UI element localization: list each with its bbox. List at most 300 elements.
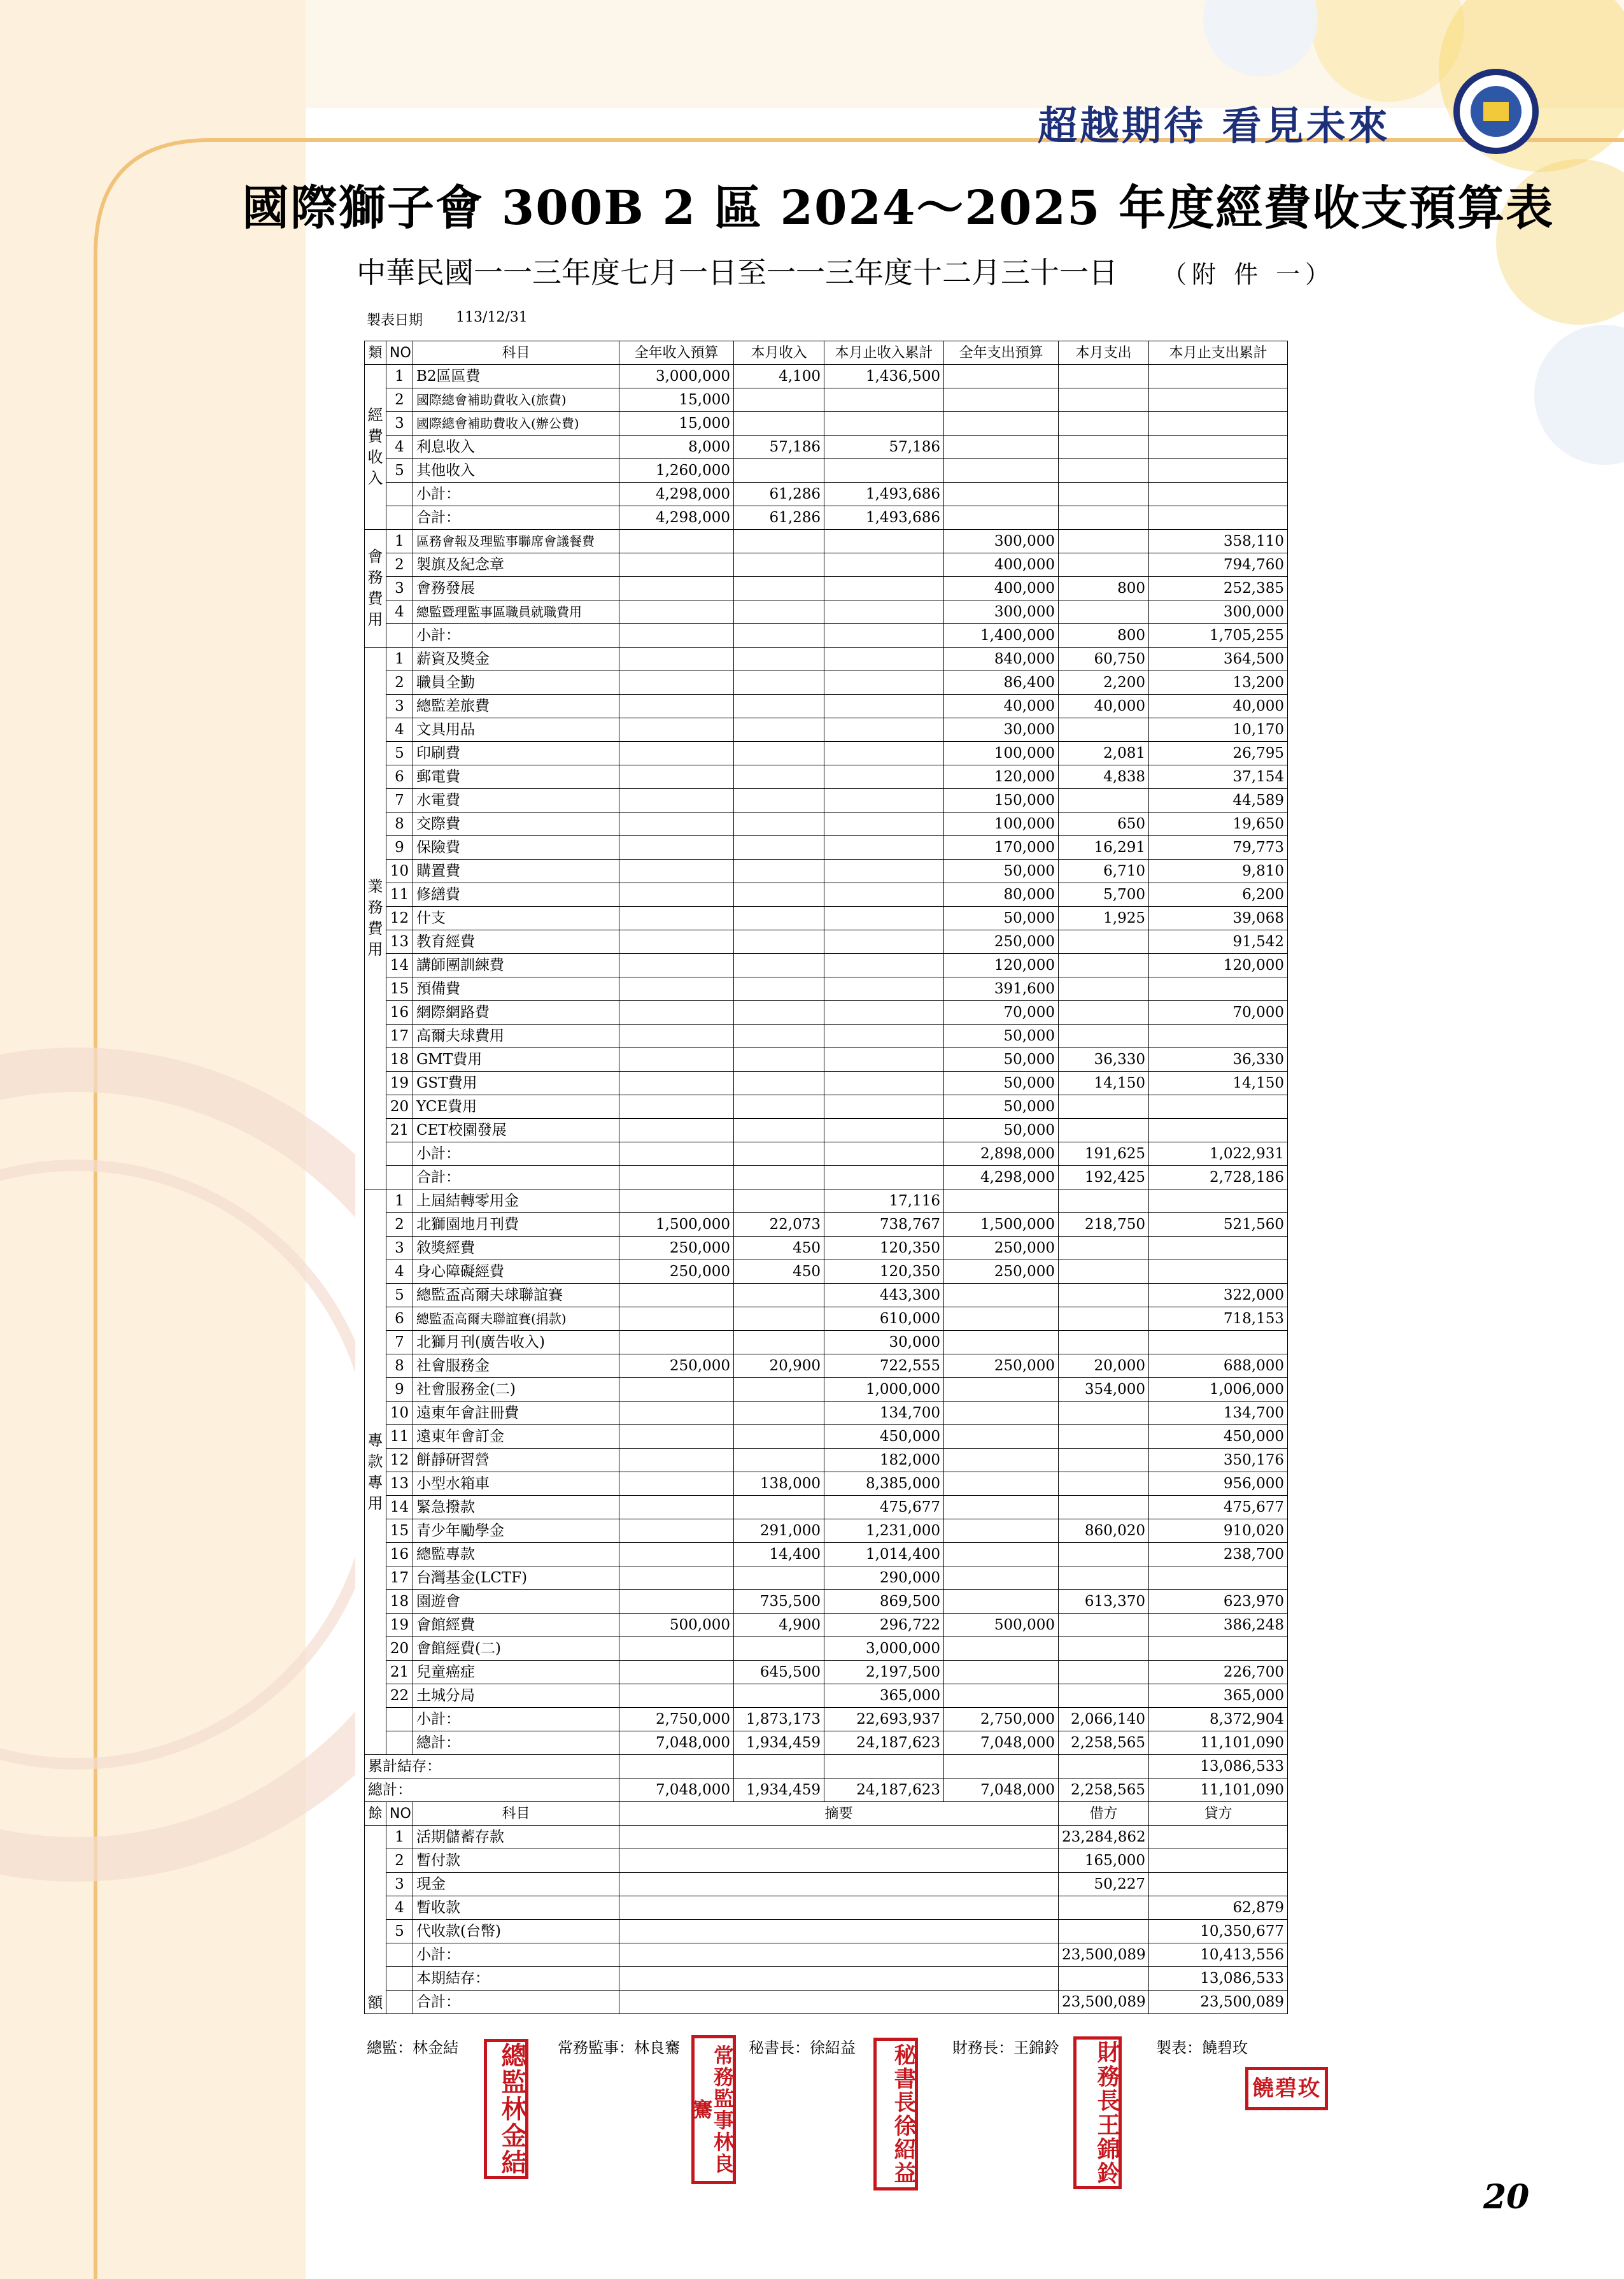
column-header: 借方 — [1059, 1802, 1149, 1826]
row-value — [734, 718, 824, 742]
row-value: 800 — [1059, 577, 1149, 600]
row-value — [734, 1001, 824, 1025]
table-row — [365, 742, 1288, 765]
row-value — [944, 1331, 1059, 1354]
row-value — [619, 1472, 734, 1496]
row-number: 20 — [386, 1095, 413, 1119]
summary-value — [619, 1755, 734, 1778]
row-value — [734, 860, 824, 883]
row-value — [824, 1048, 944, 1072]
row-value — [619, 1402, 734, 1425]
row-value: 869,500 — [824, 1590, 944, 1614]
column-header: NO — [386, 341, 413, 365]
row-value — [944, 1566, 1059, 1590]
row-value: 365,000 — [1149, 1684, 1288, 1708]
row-subject: 合計： — [413, 1991, 619, 2014]
row-value: 22,693,937 — [824, 1708, 944, 1731]
table-row — [365, 1472, 1288, 1496]
row-value: 4,900 — [734, 1614, 824, 1637]
table-row — [365, 1307, 1288, 1331]
table-row — [365, 1166, 1288, 1189]
row-value — [1149, 506, 1288, 530]
row-subject: 遠東年會訂金 — [413, 1425, 619, 1449]
table-row — [365, 506, 1288, 530]
row-value: 4,100 — [734, 365, 824, 388]
signature-text: 常務監事：林良騫 — [558, 2039, 680, 2057]
row-value — [619, 789, 734, 813]
row-number: 3 — [386, 577, 413, 600]
row-value — [1149, 1095, 1288, 1119]
row-value: 91,542 — [1149, 930, 1288, 954]
row-value: 1,934,459 — [734, 1731, 824, 1755]
table-row — [365, 530, 1288, 553]
row-value — [944, 1189, 1059, 1213]
row-number: 4 — [386, 718, 413, 742]
row-number: 4 — [386, 436, 413, 459]
row-number: 14 — [386, 1496, 413, 1519]
row-subject: 社會服務金 — [413, 1354, 619, 1378]
summary-value — [734, 1755, 824, 1778]
row-value — [1059, 1472, 1149, 1496]
row-value: 50,000 — [944, 907, 1059, 930]
row-value — [944, 1472, 1059, 1496]
row-value: 15,000 — [619, 412, 734, 436]
row-value: 50,000 — [944, 1048, 1059, 1072]
row-value — [824, 388, 944, 412]
row-value — [619, 742, 734, 765]
row-value: 6,200 — [1149, 883, 1288, 907]
row-value — [944, 1284, 1059, 1307]
row-value — [619, 530, 734, 553]
row-value: 450 — [734, 1237, 824, 1260]
row-subject: 餅靜研習營 — [413, 1449, 619, 1472]
row-value: 250,000 — [944, 1237, 1059, 1260]
row-value — [944, 1637, 1059, 1661]
signature-text: 製表：饒碧玫 — [1156, 2039, 1248, 2057]
row-value: 80,000 — [944, 883, 1059, 907]
row-number — [386, 483, 413, 506]
row-value — [1149, 1637, 1288, 1661]
row-number: 11 — [386, 883, 413, 907]
row-value — [824, 1095, 944, 1119]
subtitle-text: 中華民國一一三年度七月一日至一一三年度十二月三十一日 — [357, 255, 1118, 290]
table-row — [365, 1543, 1288, 1566]
row-value: 44,589 — [1149, 789, 1288, 813]
row-value: 10,170 — [1149, 718, 1288, 742]
row-subject: 國際總會補助費收入(辦公費) — [413, 412, 619, 436]
row-value: 57,186 — [824, 436, 944, 459]
signature-text: 總監：林金結 — [367, 2039, 458, 2057]
row-subject: 遠東年會註冊費 — [413, 1402, 619, 1425]
row-value: 8,385,000 — [824, 1472, 944, 1496]
row-value — [1059, 1307, 1149, 1331]
table-row — [365, 1566, 1288, 1590]
row-value: 688,000 — [1149, 1354, 1288, 1378]
table-row — [365, 1684, 1288, 1708]
row-value: 350,176 — [1149, 1449, 1288, 1472]
row-number: 7 — [386, 789, 413, 813]
row-value: 26,795 — [1149, 742, 1288, 765]
row-value: 290,000 — [824, 1566, 944, 1590]
row-value — [944, 1590, 1059, 1614]
seal-stamp: 常務監事林良騫 — [691, 2035, 736, 2184]
row-value: 37,154 — [1149, 765, 1288, 789]
row-subject: 總監暨理監事區職員就職費用 — [413, 600, 619, 624]
row-value: 50,000 — [944, 1072, 1059, 1095]
row-value — [1149, 1189, 1288, 1213]
row-value: 50,000 — [944, 860, 1059, 883]
row-number: 7 — [386, 1331, 413, 1354]
row-value — [824, 577, 944, 600]
row-value: 450,000 — [824, 1425, 944, 1449]
row-subject: 敘獎經費 — [413, 1237, 619, 1260]
row-value: 1,260,000 — [619, 459, 734, 483]
row-subject: 教育經費 — [413, 930, 619, 954]
row-number: 14 — [386, 954, 413, 977]
budget-table — [364, 341, 1288, 2014]
row-value: 40,000 — [1149, 695, 1288, 718]
table-row — [365, 1590, 1288, 1614]
table-row — [365, 648, 1288, 671]
date-range — [357, 250, 1334, 292]
row-value — [734, 1637, 824, 1661]
table-row — [365, 553, 1288, 577]
row-value — [734, 1331, 824, 1354]
row-value — [619, 1048, 734, 1072]
row-number: 6 — [386, 765, 413, 789]
row-subject: CET校園發展 — [413, 1119, 619, 1142]
row-value — [619, 1284, 734, 1307]
row-number: 9 — [386, 836, 413, 860]
row-value — [619, 1496, 734, 1519]
row-value — [944, 436, 1059, 459]
page-title: 國際獅子會 300B 2 區 2024～2025 年度經費收支預算表 — [242, 181, 1555, 236]
row-value — [734, 930, 824, 954]
row-value: 1,873,173 — [734, 1708, 824, 1731]
row-value — [734, 671, 824, 695]
row-number: 18 — [386, 1590, 413, 1614]
row-value: 1,493,686 — [824, 506, 944, 530]
slogan: 超越期待 看見未來 — [1038, 103, 1390, 149]
row-value: 475,677 — [1149, 1496, 1288, 1519]
row-value — [1149, 1331, 1288, 1354]
row-debit — [1059, 1896, 1149, 1920]
table-row — [365, 600, 1288, 624]
row-number: 1 — [386, 1826, 413, 1849]
signature-text: 秘書長：徐紹益 — [749, 2039, 856, 2057]
row-value — [619, 1001, 734, 1025]
table-row — [365, 813, 1288, 836]
row-number: 13 — [386, 930, 413, 954]
row-subject: 印刷費 — [413, 742, 619, 765]
column-header: NO — [386, 1802, 413, 1826]
row-number: 4 — [386, 1260, 413, 1284]
table-row — [365, 1425, 1288, 1449]
row-number: 3 — [386, 1237, 413, 1260]
row-value — [824, 1072, 944, 1095]
summary-value — [1059, 1755, 1149, 1778]
row-value — [1059, 1543, 1149, 1566]
row-debit: 23,284,862 — [1059, 1826, 1149, 1849]
row-value — [619, 813, 734, 836]
row-value — [824, 553, 944, 577]
row-value — [824, 907, 944, 930]
row-subject: 本期結存： — [413, 1967, 619, 1991]
row-value — [1059, 459, 1149, 483]
row-value: 1,436,500 — [824, 365, 944, 388]
column-header: 本月止支出累計 — [1149, 341, 1288, 365]
row-subject: YCE費用 — [413, 1095, 619, 1119]
row-number: 12 — [386, 907, 413, 930]
row-value — [734, 624, 824, 648]
column-header: 科目 — [413, 1802, 619, 1826]
row-value — [734, 1142, 824, 1166]
row-value — [734, 1307, 824, 1331]
row-number — [386, 1967, 413, 1991]
row-value — [619, 883, 734, 907]
row-value — [1059, 436, 1149, 459]
row-value: 500,000 — [619, 1614, 734, 1637]
row-value: 718,153 — [1149, 1307, 1288, 1331]
row-value — [619, 860, 734, 883]
row-credit — [1149, 1826, 1288, 1849]
table-row — [365, 577, 1288, 600]
row-value: 300,000 — [1149, 600, 1288, 624]
row-number — [386, 1142, 413, 1166]
row-number: 5 — [386, 1284, 413, 1307]
row-subject: 暫收款 — [413, 1896, 619, 1920]
row-value: 138,000 — [734, 1472, 824, 1496]
row-subject: 小型水箱車 — [413, 1472, 619, 1496]
row-summary — [619, 1920, 1059, 1943]
table-row — [365, 883, 1288, 907]
summary-value: 24,187,623 — [824, 1778, 944, 1802]
row-value: 610,000 — [824, 1307, 944, 1331]
table-row — [365, 671, 1288, 695]
row-number — [386, 1166, 413, 1189]
table-row — [365, 1095, 1288, 1119]
column-header: 摘要 — [619, 1802, 1059, 1826]
balance-row — [365, 1920, 1288, 1943]
row-value — [824, 813, 944, 836]
row-value — [944, 388, 1059, 412]
row-subject: 區務會報及理監事聯席會議餐費 — [413, 530, 619, 553]
table-row — [365, 836, 1288, 860]
row-subject: 修繕費 — [413, 883, 619, 907]
row-value — [824, 695, 944, 718]
row-value — [824, 718, 944, 742]
row-value — [1059, 506, 1149, 530]
table-row — [365, 695, 1288, 718]
row-number: 5 — [386, 1920, 413, 1943]
row-value — [824, 836, 944, 860]
column-header: 類 — [365, 341, 386, 365]
row-value — [824, 459, 944, 483]
row-value — [944, 1378, 1059, 1402]
column-header: 餘 — [365, 1802, 386, 1826]
row-value: 2,750,000 — [619, 1708, 734, 1731]
row-value: 840,000 — [944, 648, 1059, 671]
row-value — [619, 553, 734, 577]
row-debit — [1059, 1920, 1149, 1943]
table-row — [365, 365, 1288, 388]
row-number: 1 — [386, 530, 413, 553]
summary-value: 2,258,565 — [1059, 1778, 1149, 1802]
row-value: 24,187,623 — [824, 1731, 944, 1755]
row-value — [619, 836, 734, 860]
row-value — [1059, 1684, 1149, 1708]
row-value — [619, 1025, 734, 1048]
row-value — [1059, 1566, 1149, 1590]
row-subject: 職員全勤 — [413, 671, 619, 695]
row-number: 15 — [386, 1519, 413, 1543]
balance-row — [365, 1967, 1288, 1991]
row-value — [619, 765, 734, 789]
row-number: 1 — [386, 648, 413, 671]
table-row — [365, 1189, 1288, 1213]
row-value: 250,000 — [944, 1260, 1059, 1284]
row-value: 910,020 — [1149, 1519, 1288, 1543]
row-value — [1059, 412, 1149, 436]
row-value — [1149, 365, 1288, 388]
row-number: 2 — [386, 671, 413, 695]
row-value — [734, 1425, 824, 1449]
balance-header — [365, 1802, 1288, 1826]
summary-value — [944, 1755, 1059, 1778]
row-debit — [1059, 1967, 1149, 1991]
row-value: 13,200 — [1149, 671, 1288, 695]
row-subject: GST費用 — [413, 1072, 619, 1095]
row-value: 4,298,000 — [944, 1166, 1059, 1189]
row-value — [824, 765, 944, 789]
row-value: 386,248 — [1149, 1614, 1288, 1637]
row-value: 2,200 — [1059, 671, 1149, 695]
row-value: 7,048,000 — [944, 1731, 1059, 1755]
row-subject: 台灣基金(LCTF) — [413, 1566, 619, 1590]
row-value: 120,000 — [1149, 954, 1288, 977]
row-value — [619, 1307, 734, 1331]
row-value — [1059, 483, 1149, 506]
row-debit: 23,500,089 — [1059, 1991, 1149, 2014]
row-value — [1059, 1025, 1149, 1048]
row-value — [1059, 1661, 1149, 1684]
row-value: 36,330 — [1149, 1048, 1288, 1072]
row-debit: 165,000 — [1059, 1849, 1149, 1873]
row-value — [824, 1166, 944, 1189]
row-value: 738,767 — [824, 1213, 944, 1237]
row-value — [944, 506, 1059, 530]
table-row — [365, 1354, 1288, 1378]
row-value: 14,150 — [1059, 1072, 1149, 1095]
row-value — [1059, 388, 1149, 412]
row-value — [734, 1566, 824, 1590]
row-value — [619, 1072, 734, 1095]
row-value — [619, 1189, 734, 1213]
row-value — [734, 1072, 824, 1095]
row-subject: 總監盃高爾夫聯誼賽(捐款) — [413, 1307, 619, 1331]
row-value: 39,068 — [1149, 907, 1288, 930]
row-value: 613,370 — [1059, 1590, 1149, 1614]
table-row — [365, 459, 1288, 483]
row-value — [824, 671, 944, 695]
row-value: 250,000 — [619, 1237, 734, 1260]
row-value — [1059, 1331, 1149, 1354]
summary-value: 7,048,000 — [944, 1778, 1059, 1802]
row-value: 20,900 — [734, 1354, 824, 1378]
table-row — [365, 436, 1288, 459]
row-value — [944, 1402, 1059, 1425]
row-subject: 園遊會 — [413, 1590, 619, 1614]
row-value: 2,898,000 — [944, 1142, 1059, 1166]
row-number: 2 — [386, 1849, 413, 1873]
row-value — [944, 412, 1059, 436]
table-header — [365, 341, 1288, 365]
row-value — [734, 883, 824, 907]
row-credit: 62,879 — [1149, 1896, 1288, 1920]
table-row — [365, 860, 1288, 883]
summary-row — [365, 1778, 1288, 1802]
row-value — [619, 954, 734, 977]
row-subject: 製旗及紀念章 — [413, 553, 619, 577]
table-row — [365, 1025, 1288, 1048]
row-value — [619, 695, 734, 718]
row-subject: 合計： — [413, 506, 619, 530]
row-value: 50,000 — [944, 1095, 1059, 1119]
row-value — [1059, 1095, 1149, 1119]
row-number: 13 — [386, 1472, 413, 1496]
table-row — [365, 1661, 1288, 1684]
row-value: 722,555 — [824, 1354, 944, 1378]
balance-row — [365, 1826, 1288, 1849]
row-value: 291,000 — [734, 1519, 824, 1543]
row-subject: 現金 — [413, 1873, 619, 1896]
row-value — [1149, 436, 1288, 459]
row-number: 22 — [386, 1684, 413, 1708]
row-subject: 其他收入 — [413, 459, 619, 483]
table-row — [365, 1731, 1288, 1755]
row-summary — [619, 1896, 1059, 1920]
row-value: 70,000 — [944, 1001, 1059, 1025]
row-value — [619, 671, 734, 695]
row-value: 296,722 — [824, 1614, 944, 1637]
row-number: 15 — [386, 977, 413, 1001]
row-subject: 合計： — [413, 1166, 619, 1189]
row-value — [734, 388, 824, 412]
table-row — [365, 483, 1288, 506]
row-value: 61,286 — [734, 483, 824, 506]
row-number: 5 — [386, 742, 413, 765]
row-value: 623,970 — [1149, 1590, 1288, 1614]
table-row — [365, 1496, 1288, 1519]
summary-value: 1,934,459 — [734, 1778, 824, 1802]
row-subject: 會務發展 — [413, 577, 619, 600]
row-value: 1,500,000 — [619, 1213, 734, 1237]
row-value — [619, 1449, 734, 1472]
table-row — [365, 624, 1288, 648]
table-row — [365, 1284, 1288, 1307]
row-number: 1 — [386, 1189, 413, 1213]
row-value: 40,000 — [944, 695, 1059, 718]
row-summary — [619, 1991, 1059, 2014]
row-value — [1059, 1284, 1149, 1307]
row-value: 50,000 — [944, 1025, 1059, 1048]
row-subject: 總監差旅費 — [413, 695, 619, 718]
table-row — [365, 1449, 1288, 1472]
row-value: 182,000 — [824, 1449, 944, 1472]
row-subject: 文具用品 — [413, 718, 619, 742]
row-subject: 講師團訓練費 — [413, 954, 619, 977]
row-value — [944, 1449, 1059, 1472]
